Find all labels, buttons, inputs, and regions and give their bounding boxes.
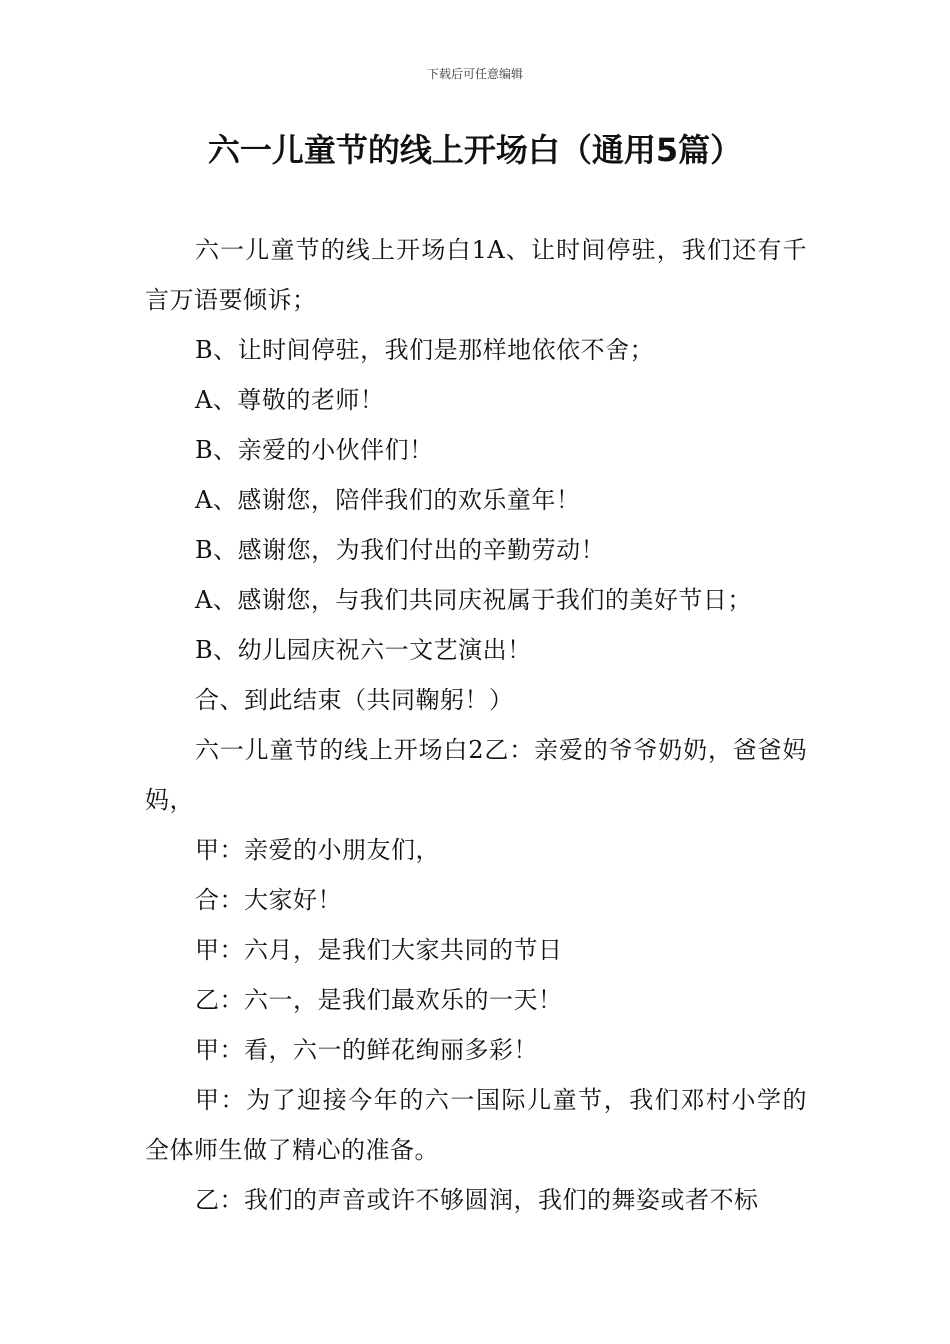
paragraph: 六一儿童节的线上开场白2乙：亲爱的爷爷奶奶，爸爸妈妈， [145,736,807,814]
paragraph: B、亲爱的小伙伴们！ [195,436,434,464]
paragraph: 甲：为了迎接今年的六一国际儿童节，我们邓村小学的全体师生做了精心的准备。 [145,1086,807,1164]
paragraph: 甲：看，六一的鲜花绚丽多彩！ [195,1036,538,1064]
paragraph: A、感谢您，陪伴我们的欢乐童年！ [195,486,581,514]
paragraph: 乙：我们的声音或许不够圆润，我们的舞姿或者不标 [195,1186,759,1214]
paragraph: 合、到此结束（共同鞠躬！） [195,686,514,714]
paragraph: A、感谢您，与我们共同庆祝属于我们的美好节日； [195,586,752,614]
page-title: 六一儿童节的线上开场白（通用5篇） [207,131,743,169]
paragraph: B、让时间停驻，我们是那样地依依不舍； [195,336,655,364]
document-body [145,225,807,1225]
paragraph: 乙：六一，是我们最欢乐的一天！ [195,986,563,1014]
paragraph: B、感谢您，为我们付出的辛勤劳动！ [195,536,606,564]
paragraph: 六一儿童节的线上开场白1A、让时间停驻，我们还有千言万语要倾诉； [145,236,807,314]
paragraph: 合：大家好！ [195,886,342,914]
paragraph: B、幼儿园庆祝六一文艺演出！ [195,636,532,664]
paragraph: 甲：六月，是我们大家共同的节日 [195,936,563,964]
header-note: 下载后可任意编辑 [426,67,523,81]
paragraph: 甲：亲爱的小朋友们， [195,836,440,864]
paragraph: A、尊敬的老师！ [195,386,385,414]
